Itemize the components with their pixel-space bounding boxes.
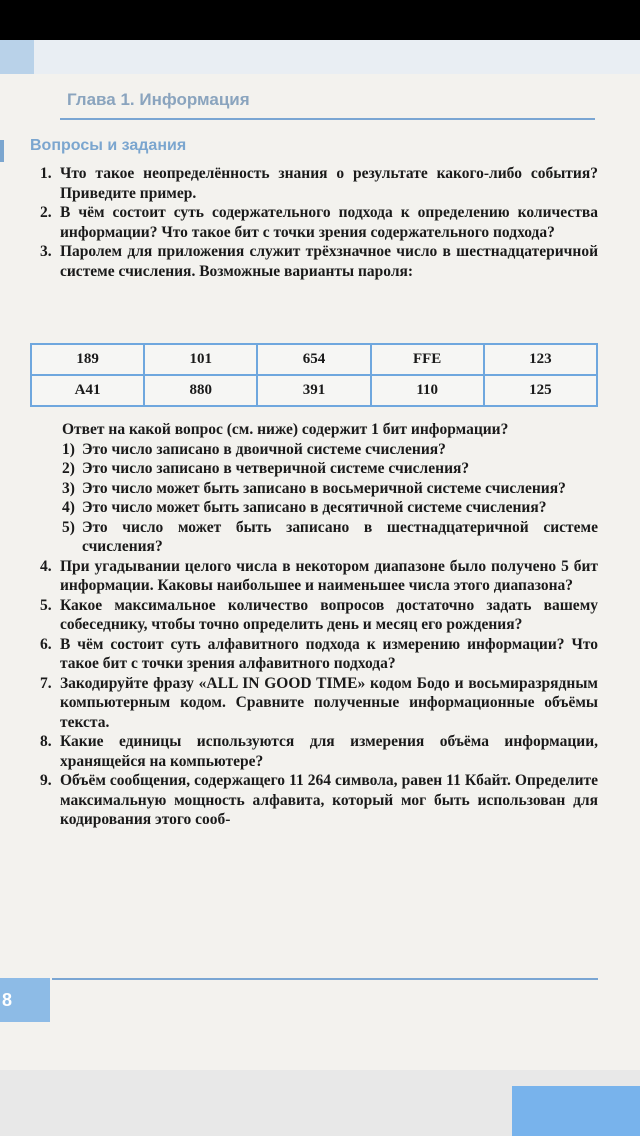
question-text: Какие единицы используются для измерения объёма информации, хранящейся на компьютере? bbox=[60, 733, 598, 770]
question-text: В чём состоит суть алфавитного подхода к измерению информации? Что такое бит с точки зрения алфавитного подхода? bbox=[60, 635, 598, 672]
table-row bbox=[31, 344, 597, 375]
header-band bbox=[0, 40, 640, 74]
chapter-title: Глава 1. Информация bbox=[67, 90, 250, 109]
option-item bbox=[40, 440, 598, 460]
next-page-preview[interactable] bbox=[512, 1086, 640, 1136]
question-number: 2. bbox=[40, 204, 52, 221]
question-item bbox=[40, 242, 598, 281]
option-number: 1) bbox=[62, 440, 75, 458]
question-text: Что такое неопределённость знания о результате какого-либо события? Приведите пример. bbox=[60, 165, 598, 202]
question-item bbox=[40, 203, 598, 242]
question-number: 3. bbox=[40, 243, 52, 260]
option-item bbox=[40, 459, 598, 479]
option-number: 4) bbox=[62, 499, 75, 516]
section-title: Вопросы и задания bbox=[30, 137, 187, 154]
table-cell: 654 bbox=[257, 344, 370, 375]
question-number: 7. bbox=[40, 674, 52, 692]
question-followup: Ответ на какой вопрос (см. ниже) содержит 1 бит информации? bbox=[62, 421, 509, 438]
question-number: 8. bbox=[40, 733, 52, 750]
question-item bbox=[40, 557, 598, 596]
book-page bbox=[0, 40, 640, 1070]
table-cell: FFE bbox=[371, 344, 484, 375]
password-table bbox=[30, 343, 598, 407]
table-cell: A41 bbox=[31, 375, 144, 406]
option-text: Это число записано в двоичной системе счисления? bbox=[82, 440, 446, 458]
question-number: 4. bbox=[40, 557, 52, 575]
status-bar bbox=[0, 0, 640, 40]
option-item bbox=[40, 479, 598, 499]
question-item bbox=[40, 164, 598, 203]
question-number: 5. bbox=[40, 596, 52, 614]
option-item bbox=[40, 518, 598, 557]
question-item bbox=[40, 596, 598, 635]
question-number: 1. bbox=[40, 165, 52, 182]
questions-block-a bbox=[40, 164, 598, 281]
header-divider bbox=[60, 118, 595, 120]
option-number: 3) bbox=[62, 479, 75, 497]
option-text: Это число записано в четверичной системе счисления? bbox=[82, 460, 470, 477]
question-text: Паролем для приложения служит трёхзначное число в шестнадцатеричной системе счисления. Возможные варианты пароля: bbox=[60, 243, 598, 280]
option-item bbox=[40, 498, 598, 518]
margin-marker bbox=[0, 140, 4, 162]
option-number: 5) bbox=[62, 518, 75, 536]
question-item bbox=[40, 732, 598, 771]
table-cell: 189 bbox=[31, 344, 144, 375]
option-text: Это число может быть записано в шестнадцатеричной системе счисления? bbox=[82, 518, 598, 555]
table-cell: 391 bbox=[257, 375, 370, 406]
question-text: Закодируйте фразу «ALL IN GOOD TIME» кодом Бодо и восьмиразрядным компьютерным кодом. Сравните полученные информационные объёмы текста. bbox=[60, 674, 598, 731]
option-number: 2) bbox=[62, 460, 75, 477]
question-text: При угадывании целого числа в некотором диапазоне было получено 5 бит информации. Каковы наибольшее и наименьшее числа этого диапазона? bbox=[60, 557, 598, 594]
question-item bbox=[40, 674, 598, 733]
footer-divider bbox=[52, 978, 598, 980]
option-text: Это число может быть записано в восьмеричной системе счисления? bbox=[82, 479, 566, 497]
table-row bbox=[31, 375, 597, 406]
question-text: Какое максимальное количество вопросов достаточно задать вашему собеседнику, чтобы точно определить день и месяц его рождения? bbox=[60, 596, 598, 633]
page-number: 8 bbox=[0, 978, 50, 1022]
question-item bbox=[40, 635, 598, 674]
table-cell: 101 bbox=[144, 344, 257, 375]
question-number: 6. bbox=[40, 635, 52, 653]
header-accent bbox=[0, 40, 34, 74]
table-cell: 125 bbox=[484, 375, 597, 406]
option-text: Это число может быть записано в десятичной системе счисления? bbox=[82, 499, 547, 516]
table-cell: 110 bbox=[371, 375, 484, 406]
question-item bbox=[40, 771, 598, 830]
question-text: В чём состоит суть содержательного подхода к определению количества информации? Что такое бит с точки зрения содержательного подхода? bbox=[60, 204, 598, 241]
table-cell: 123 bbox=[484, 344, 597, 375]
question-number: 9. bbox=[40, 772, 52, 789]
question-text: Объём сообщения, содержащего 11 264 символа, равен 11 Кбайт. Определите максимальную мощность алфавита, который мог быть использован для кодирования этого сооб- bbox=[60, 772, 598, 828]
questions-block-b bbox=[40, 420, 598, 830]
table-cell: 880 bbox=[144, 375, 257, 406]
